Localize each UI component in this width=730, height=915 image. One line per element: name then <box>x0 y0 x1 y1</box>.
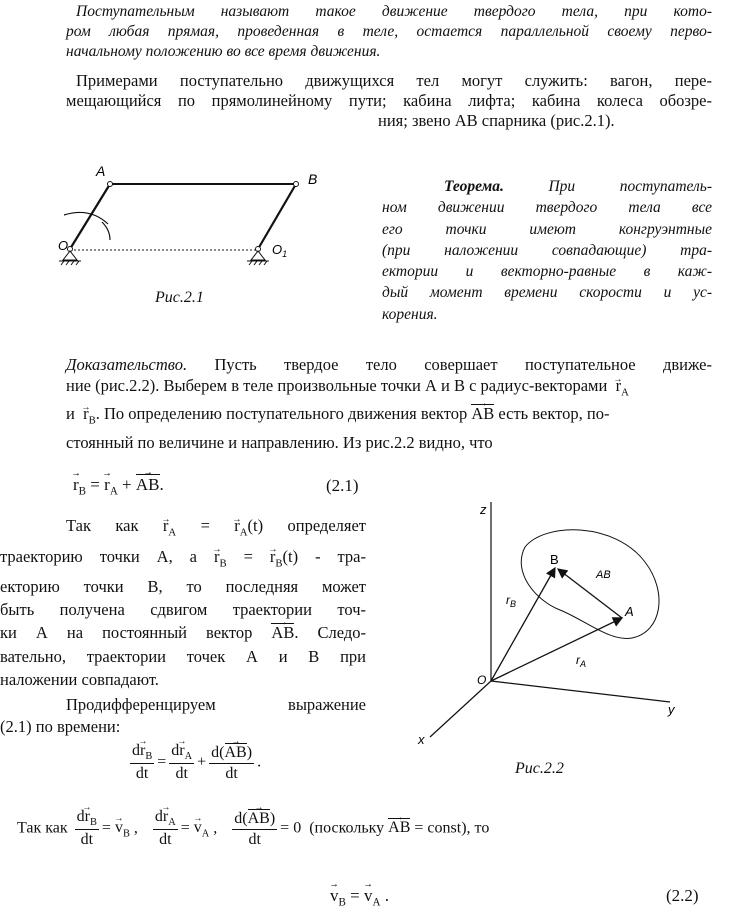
figure-2-2-caption: Рис.2.2 <box>515 760 564 777</box>
proof-label: Доказательство. <box>66 355 188 374</box>
proof-paragraph <box>66 354 712 453</box>
theorem-line: (при наложении совпадающие) тра- <box>382 241 712 259</box>
label-z: z <box>480 502 487 517</box>
trajectory-line: наложении совпадают. <box>0 669 159 689</box>
equation-2-1-number: (2.1) <box>326 476 359 495</box>
takkak-end: (поскольку <box>309 819 385 837</box>
label-ra: $r_A$ <box>576 653 587 669</box>
trajectory-line: Так как → $r_A$ = → $r_A(t)$ определяет <box>0 514 366 545</box>
motion-arc <box>102 222 110 240</box>
examples-line: мещающийся по прямолинейному пути; кабина лифта; кабина колеса обозре- <box>66 91 712 110</box>
definition-line: начальному положению во все время движения. <box>66 43 381 60</box>
theorem-line: Теорема. При поступатель- <box>444 178 712 195</box>
equation-derivative: $\frac{d\to r_B}{dt}$ = $\frac{d\to r_A}{dt}$ + $\frac{d(\to AB)}{dt}$ . <box>127 742 261 783</box>
figure-2-1 <box>50 162 318 272</box>
figure-2-1-caption: Рис.2.1 <box>155 289 204 306</box>
theorem-line: ектории и векторно-равные в каж- <box>382 263 712 281</box>
trajectory-paragraph <box>0 514 366 691</box>
definition-line: ром любая прямая, проведенная в теле, остается параллельной своему перво- <box>66 23 712 40</box>
takkak-const: = const), то <box>414 819 490 837</box>
crank-oa <box>70 184 110 249</box>
examples-line: Примерами поступательно движущихся тел могут служить: вагон, пере- <box>76 71 712 90</box>
differentiate-line: (2.1) по времени: <box>0 717 121 736</box>
velocity-derivation-line: Так как $\frac{d\to r_B}{dt}$ = → $v_B$ , $\frac{d\to r_A}{dt}$ = → $v_A$ , $\frac{d(\to AB)}{dt}$ = 0 (поскольку → AB = const), то <box>17 808 489 849</box>
label-rb: $r_B$ <box>506 593 517 609</box>
axis-y <box>491 681 670 702</box>
examples-line: ния; звено АВ спарника (рис.2.1). <box>378 111 615 130</box>
differentiate-line: Продифференцируем выражение <box>66 695 366 714</box>
vector-ab <box>558 569 622 618</box>
definition-paragraph <box>66 2 712 62</box>
equation-2-2: → $v_B$ = → $v_A$ . <box>330 886 389 908</box>
theorem-line: дый момент времени скорости и ус- <box>382 284 712 302</box>
crank-o1b <box>258 184 296 249</box>
proof-line: ние (рис.2.2). Выберем в теле произвольные точки А и В с радиус-векторами → $r_A$ <box>66 375 712 403</box>
label-x: x <box>418 732 425 747</box>
vector-ra <box>491 618 622 681</box>
label-a: A <box>96 163 106 179</box>
proof-line: Доказательство. Пусть твердое тело совершает поступательное движе- <box>66 355 713 374</box>
examples-paragraph <box>66 71 712 131</box>
theorem-block <box>382 176 712 325</box>
proof-line: стоянный по величине и направлению. Из рис.2.2 видно, что <box>66 432 493 452</box>
label-b: B <box>308 171 318 187</box>
theorem-line: его точки имеют конгруэнтные <box>382 220 712 238</box>
definition-line: Поступательным называют такое движение твердого тела, при кото- <box>76 3 712 20</box>
equation-2-2-number: (2.2) <box>666 886 699 905</box>
trajectory-line: екторию точки В, то последняя может <box>0 577 366 596</box>
label-origin: O <box>477 673 487 687</box>
label-point-b: B <box>550 552 559 567</box>
takkak-start: Так как <box>17 819 68 837</box>
figure-2-2 <box>400 492 700 752</box>
label-ab: AB <box>596 569 611 581</box>
support-o1 <box>247 247 269 266</box>
proof-line: $и \to r_B$. По определению поступательного движения вектор → AB есть вектор, по- <box>66 403 712 431</box>
theorem-line: ном движении твердого тела все <box>382 199 712 217</box>
label-point-a: A <box>625 604 634 619</box>
differentiate-paragraph <box>0 694 366 738</box>
axis-x <box>430 681 491 737</box>
label-y: y <box>668 702 675 717</box>
trajectory-line: быть получена сдвигом траектории точ- <box>0 600 366 620</box>
trajectory-line: траекторию точки А, $а \to r_B$ = → $r_B(t) - тра-$ <box>0 545 366 576</box>
joint-a <box>108 182 113 187</box>
trajectory-line: ки А на постоянный вектор → AB. Следо- <box>0 621 366 644</box>
equation-2-1: → $r_B$ = → $r_A$ + → AB. <box>73 474 164 497</box>
vector-rb <box>491 568 555 681</box>
body-contour <box>521 530 659 639</box>
theorem-line: корения. <box>382 305 438 323</box>
joint-b <box>294 182 299 187</box>
theorem-title: Теорема. <box>444 178 504 195</box>
label-o1: $O_1$ <box>272 242 288 259</box>
label-o: O <box>58 238 69 253</box>
trajectory-line: вательно, траектории точек А и В при <box>0 646 366 666</box>
